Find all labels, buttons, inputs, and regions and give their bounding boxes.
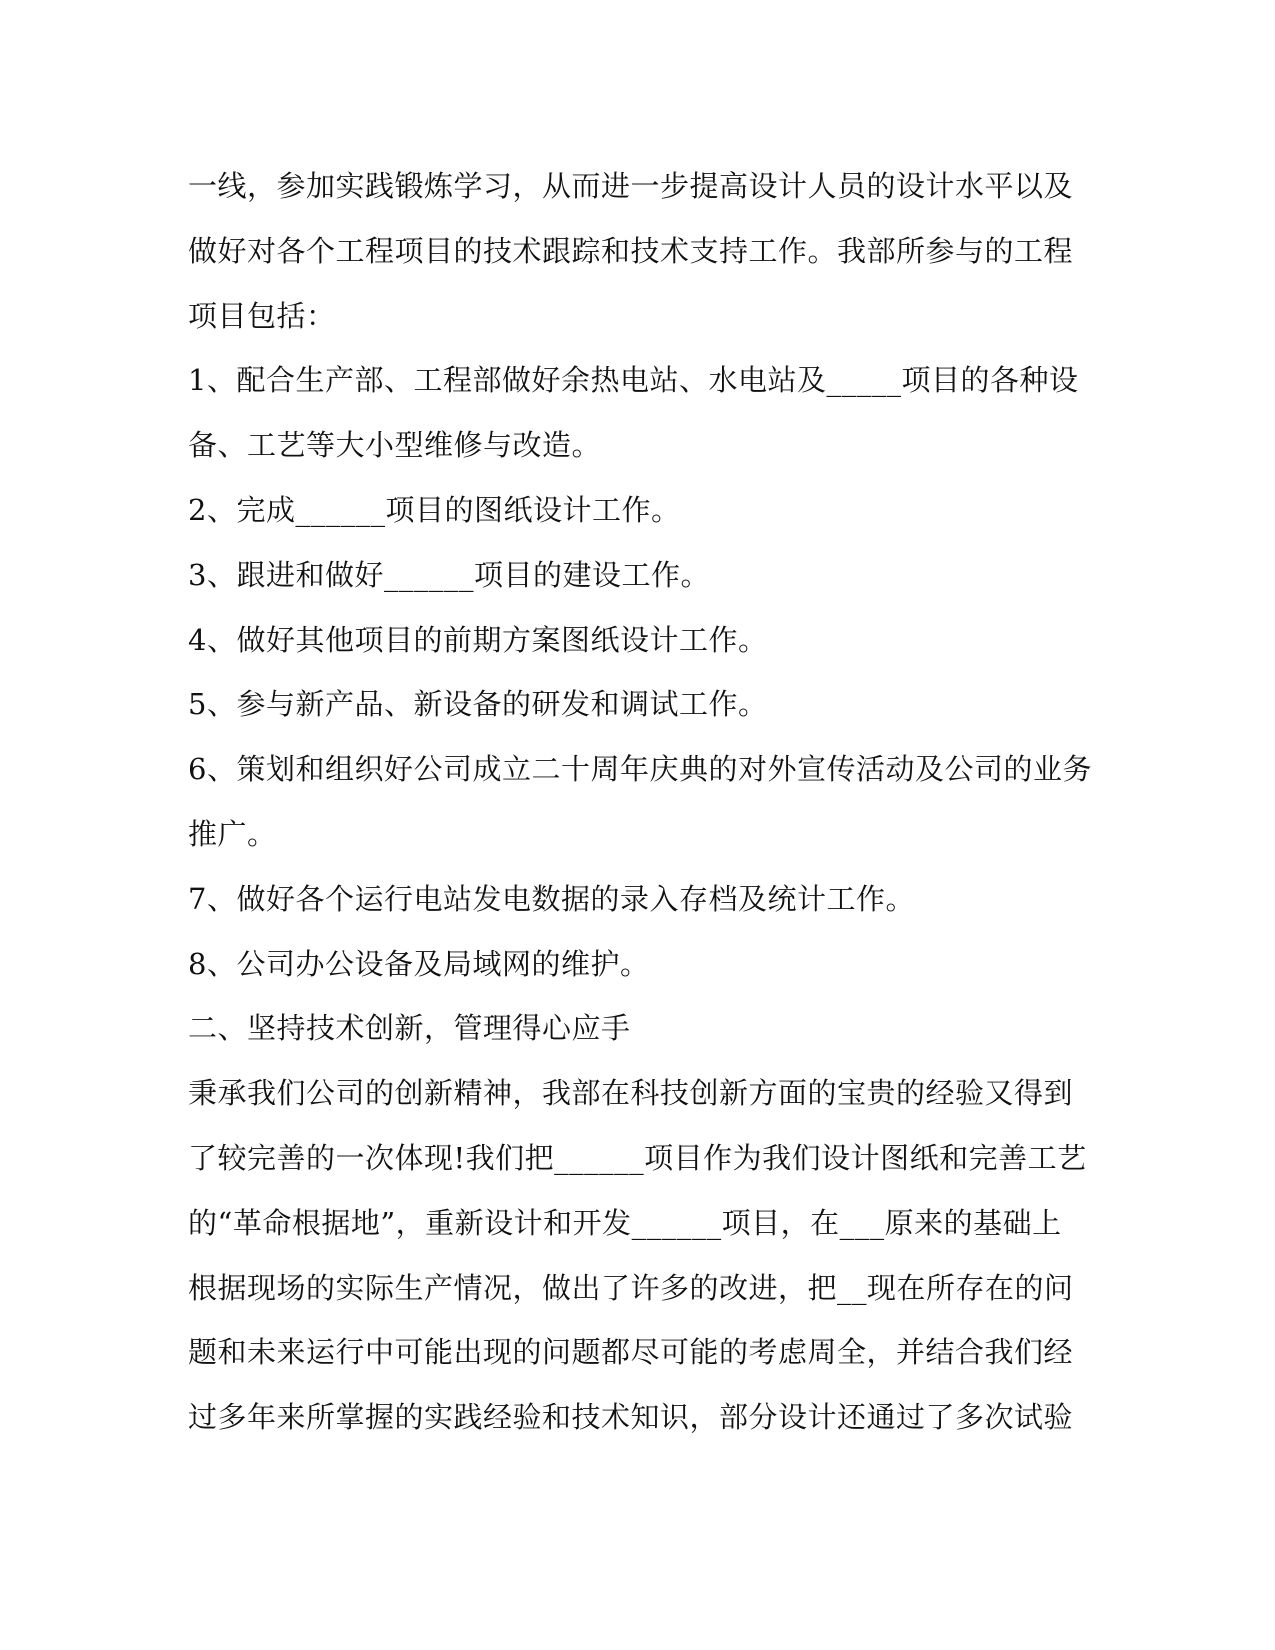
list-item: 2、完成______项目的图纸设计工作。 [188,492,681,527]
text-line: 了较完善的一次体现!我们把______项目作为我们设计图纸和完善工艺 [188,1140,1087,1175]
text-line: 过多年来所掌握的实践经验和技术知识，部分设计还通过了多次试验 [188,1400,1074,1435]
document-body [188,154,1092,1450]
text-line: 备、工艺等大小型维修与改造。 [188,428,602,463]
section-heading: 二、坚持技术创新，管理得心应手 [188,1011,631,1046]
text-line: 一线，参加实践锻炼学习，从而进一步提高设计人员的设计水平以及 [188,169,1074,203]
text-line: 的“革命根据地”，重新设计和开发______项目，在___原来的基础上 [188,1205,1062,1240]
text-line: 秉承我们公司的创新精神，我部在科技创新方面的宝贵的经验又得到 [188,1076,1074,1111]
list-item: 1、配合生产部、工程部做好余热电站、水电站及_____项目的各种设 [188,363,1079,398]
text-line: 做好对各个工程项目的技术跟踪和技术支持工作。我部所参与的工程 [188,233,1074,268]
list-item: 5、参与新产品、新设备的研发和调试工作。 [188,687,768,722]
list-item: 7、做好各个运行电站发电数据的录入存档及统计工作。 [188,881,915,916]
list-item: 8、公司办公设备及局域网的维护。 [188,946,650,981]
list-item: 6、策划和组织好公司成立二十周年庆典的对外宣传活动及公司的业务 [188,752,1092,787]
text-line: 推广。 [188,816,277,851]
text-line: 根据现场的实际生产情况，做出了许多的改进，把__现在所存在的问 [188,1270,1074,1305]
list-item: 3、跟进和做好______项目的建设工作。 [188,557,710,592]
list-item: 4、做好其他项目的前期方案图纸设计工作。 [188,622,768,657]
text-line: 题和未来运行中可能出现的问题都尽可能的考虑周全，并结合我们经 [188,1335,1074,1370]
text-line: 项目包括： [188,298,336,333]
